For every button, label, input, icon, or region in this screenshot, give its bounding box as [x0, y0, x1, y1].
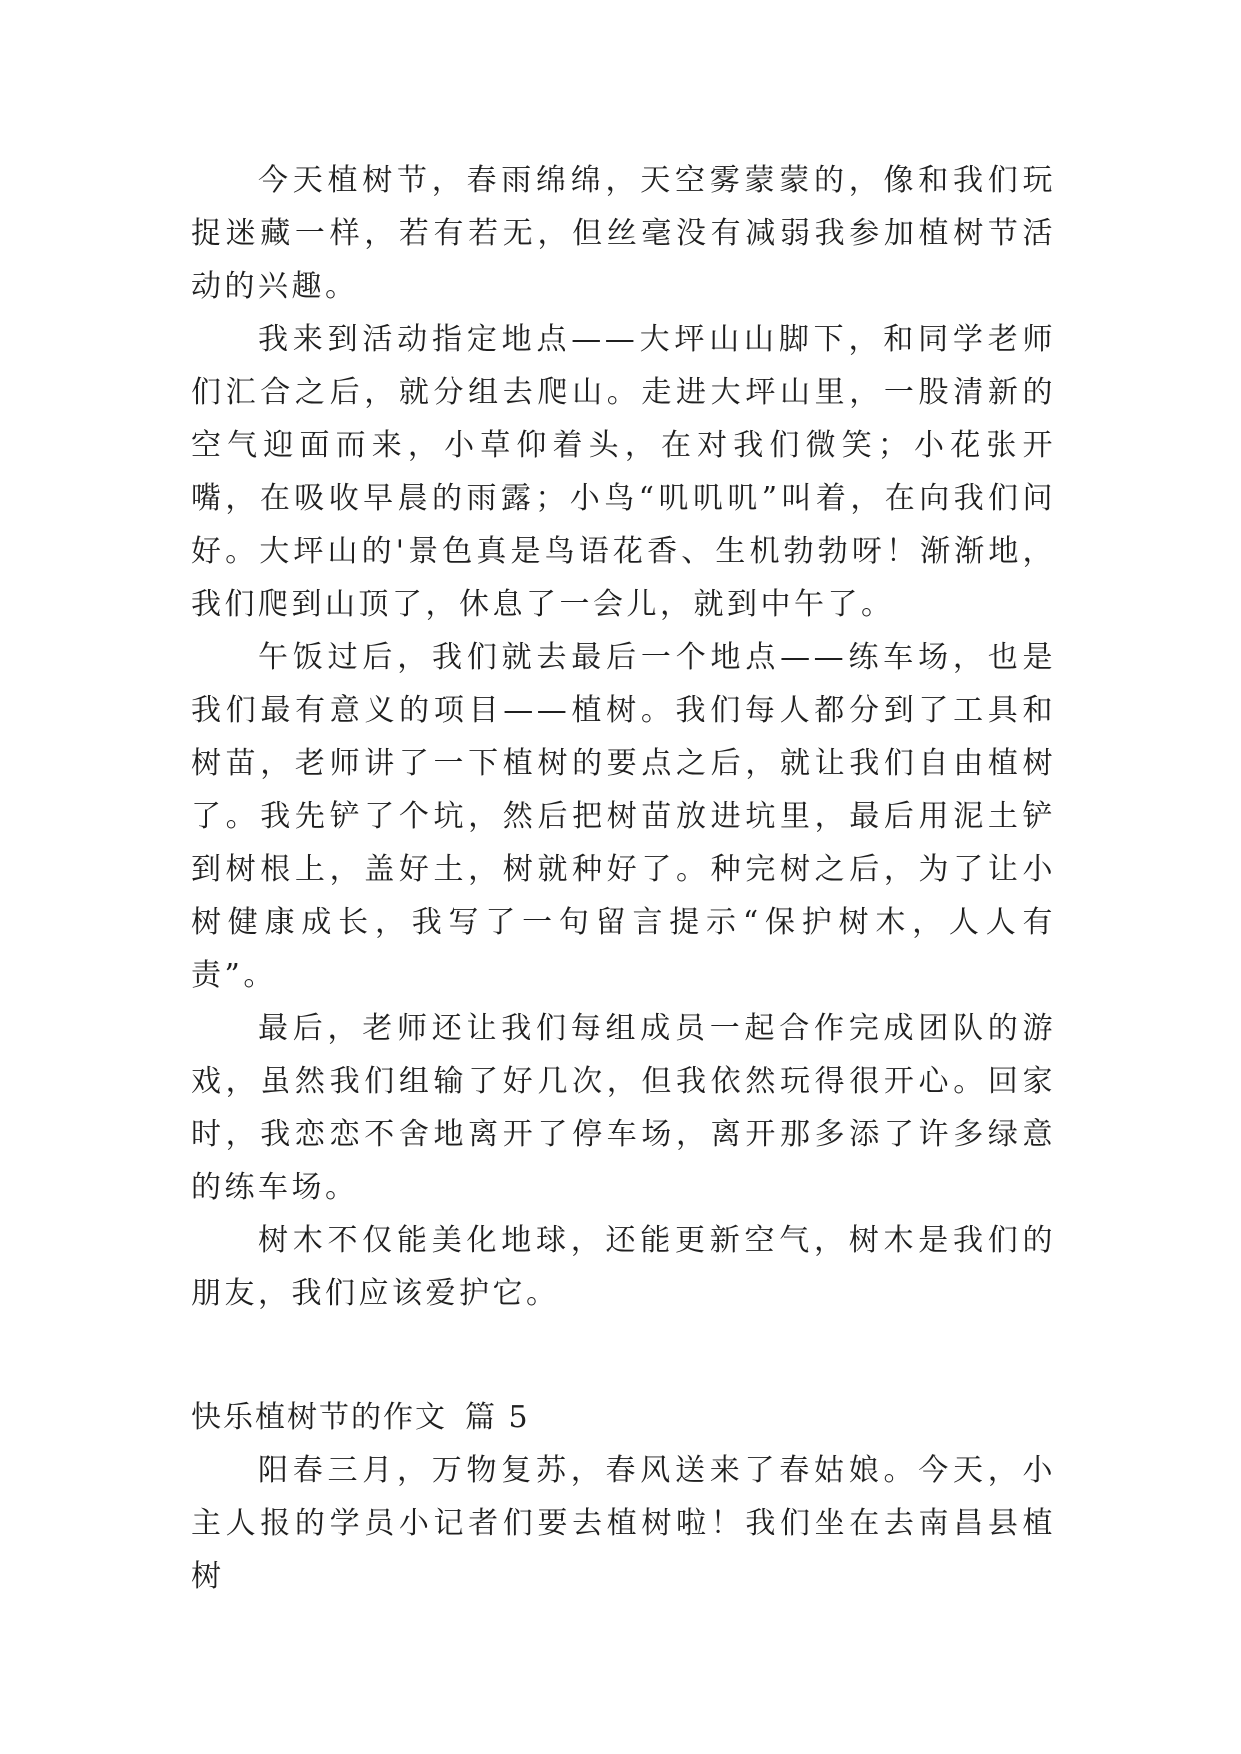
paragraph-1: 今天植树节，春雨绵绵，天空雾蒙蒙的，像和我们玩捉迷藏一样，若有若无，但丝毫没有减弱我参加植树节活动的兴趣。 — [191, 163, 1056, 304]
section-heading-title: 快乐植树节的作文 — [191, 1400, 447, 1435]
paragraph-6: 阳春三月，万物复苏，春风送来了春姑娘。今天，小主人报的学员小记者们要去植树啦！我们坐在去南昌县植树 — [191, 1453, 1056, 1594]
document-body — [191, 154, 1056, 1603]
paragraph-5: 树木不仅能美化地球，还能更新空气，树木是我们的朋友，我们应该爱护它。 — [191, 1223, 1056, 1311]
section-heading-number: 篇 5 — [465, 1400, 530, 1435]
paragraph-2: 我来到活动指定地点——大坪山山脚下，和同学老师们汇合之后，就分组去爬山。走进大坪山里，一股清新的空气迎面而来，小草仰着头，在对我们微笑；小花张开嘴，在吸收早晨的雨露；小鸟“叽叽叽”叫着，在向我们问好。大坪山的'景色真是鸟语花香、生机勃勃呀！渐渐地，我们爬到山顶了，休息了一会儿，就到中午了。 — [191, 322, 1056, 622]
paragraph-3: 午饭过后，我们就去最后一个地点——练车场，也是我们最有意义的项目——植树。我们每人都分到了工具和树苗，老师讲了一下植树的要点之后，就让我们自由植树了。我先铲了个坑，然后把树苗放进坑里，最后用泥土铲到树根上，盖好土，树就种好了。种完树之后，为了让小树健康成长，我写了一句留言提示“保护树木，人人有责”。 — [191, 640, 1056, 993]
section-heading — [191, 1391, 1056, 1444]
paragraph-4: 最后，老师还让我们每组成员一起合作完成团队的游戏，虽然我们组输了好几次，但我依然玩得很开心。回家时，我恋恋不舍地离开了停车场，离开那多添了许多绿意的练车场。 — [191, 1011, 1056, 1205]
